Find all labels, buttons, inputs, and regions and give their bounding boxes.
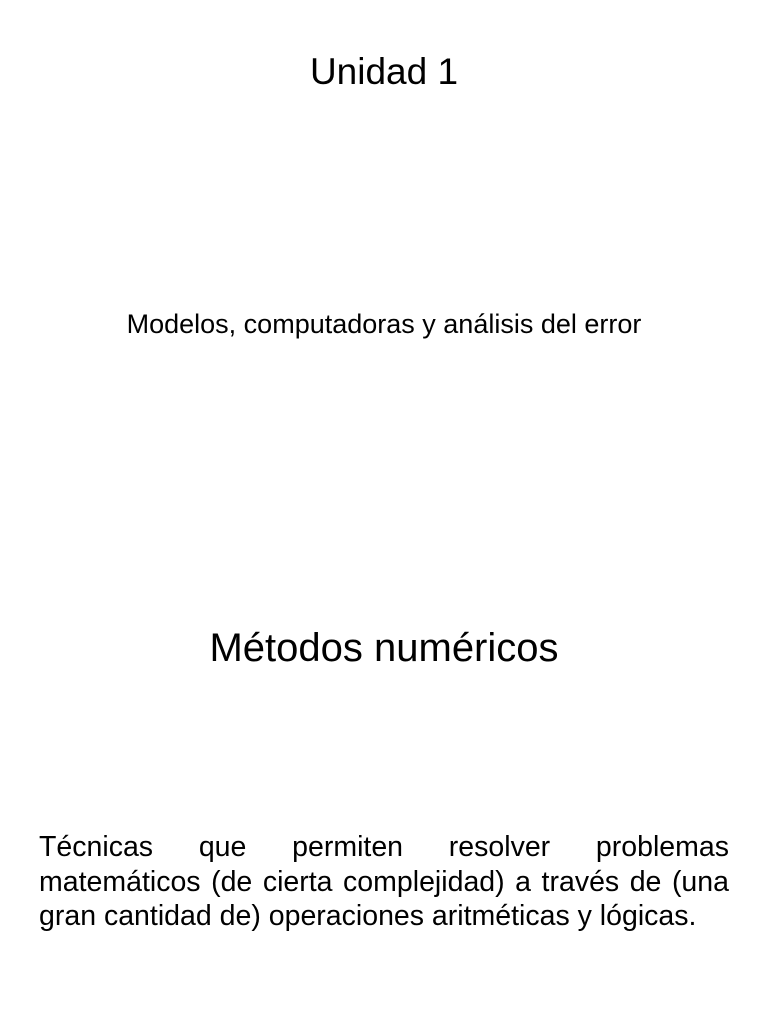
subtitle: Modelos, computadoras y análisis del error: [126, 309, 642, 339]
definition-paragraph: Técnicas que permiten resolver problemas matemáticos (de cierta complejidad) a través de (una gran cantidad de) operaciones aritméticas y lógicas.: [39, 831, 729, 932]
section-title: Métodos numéricos: [209, 626, 559, 670]
unit-title: Unidad 1: [309, 51, 459, 92]
